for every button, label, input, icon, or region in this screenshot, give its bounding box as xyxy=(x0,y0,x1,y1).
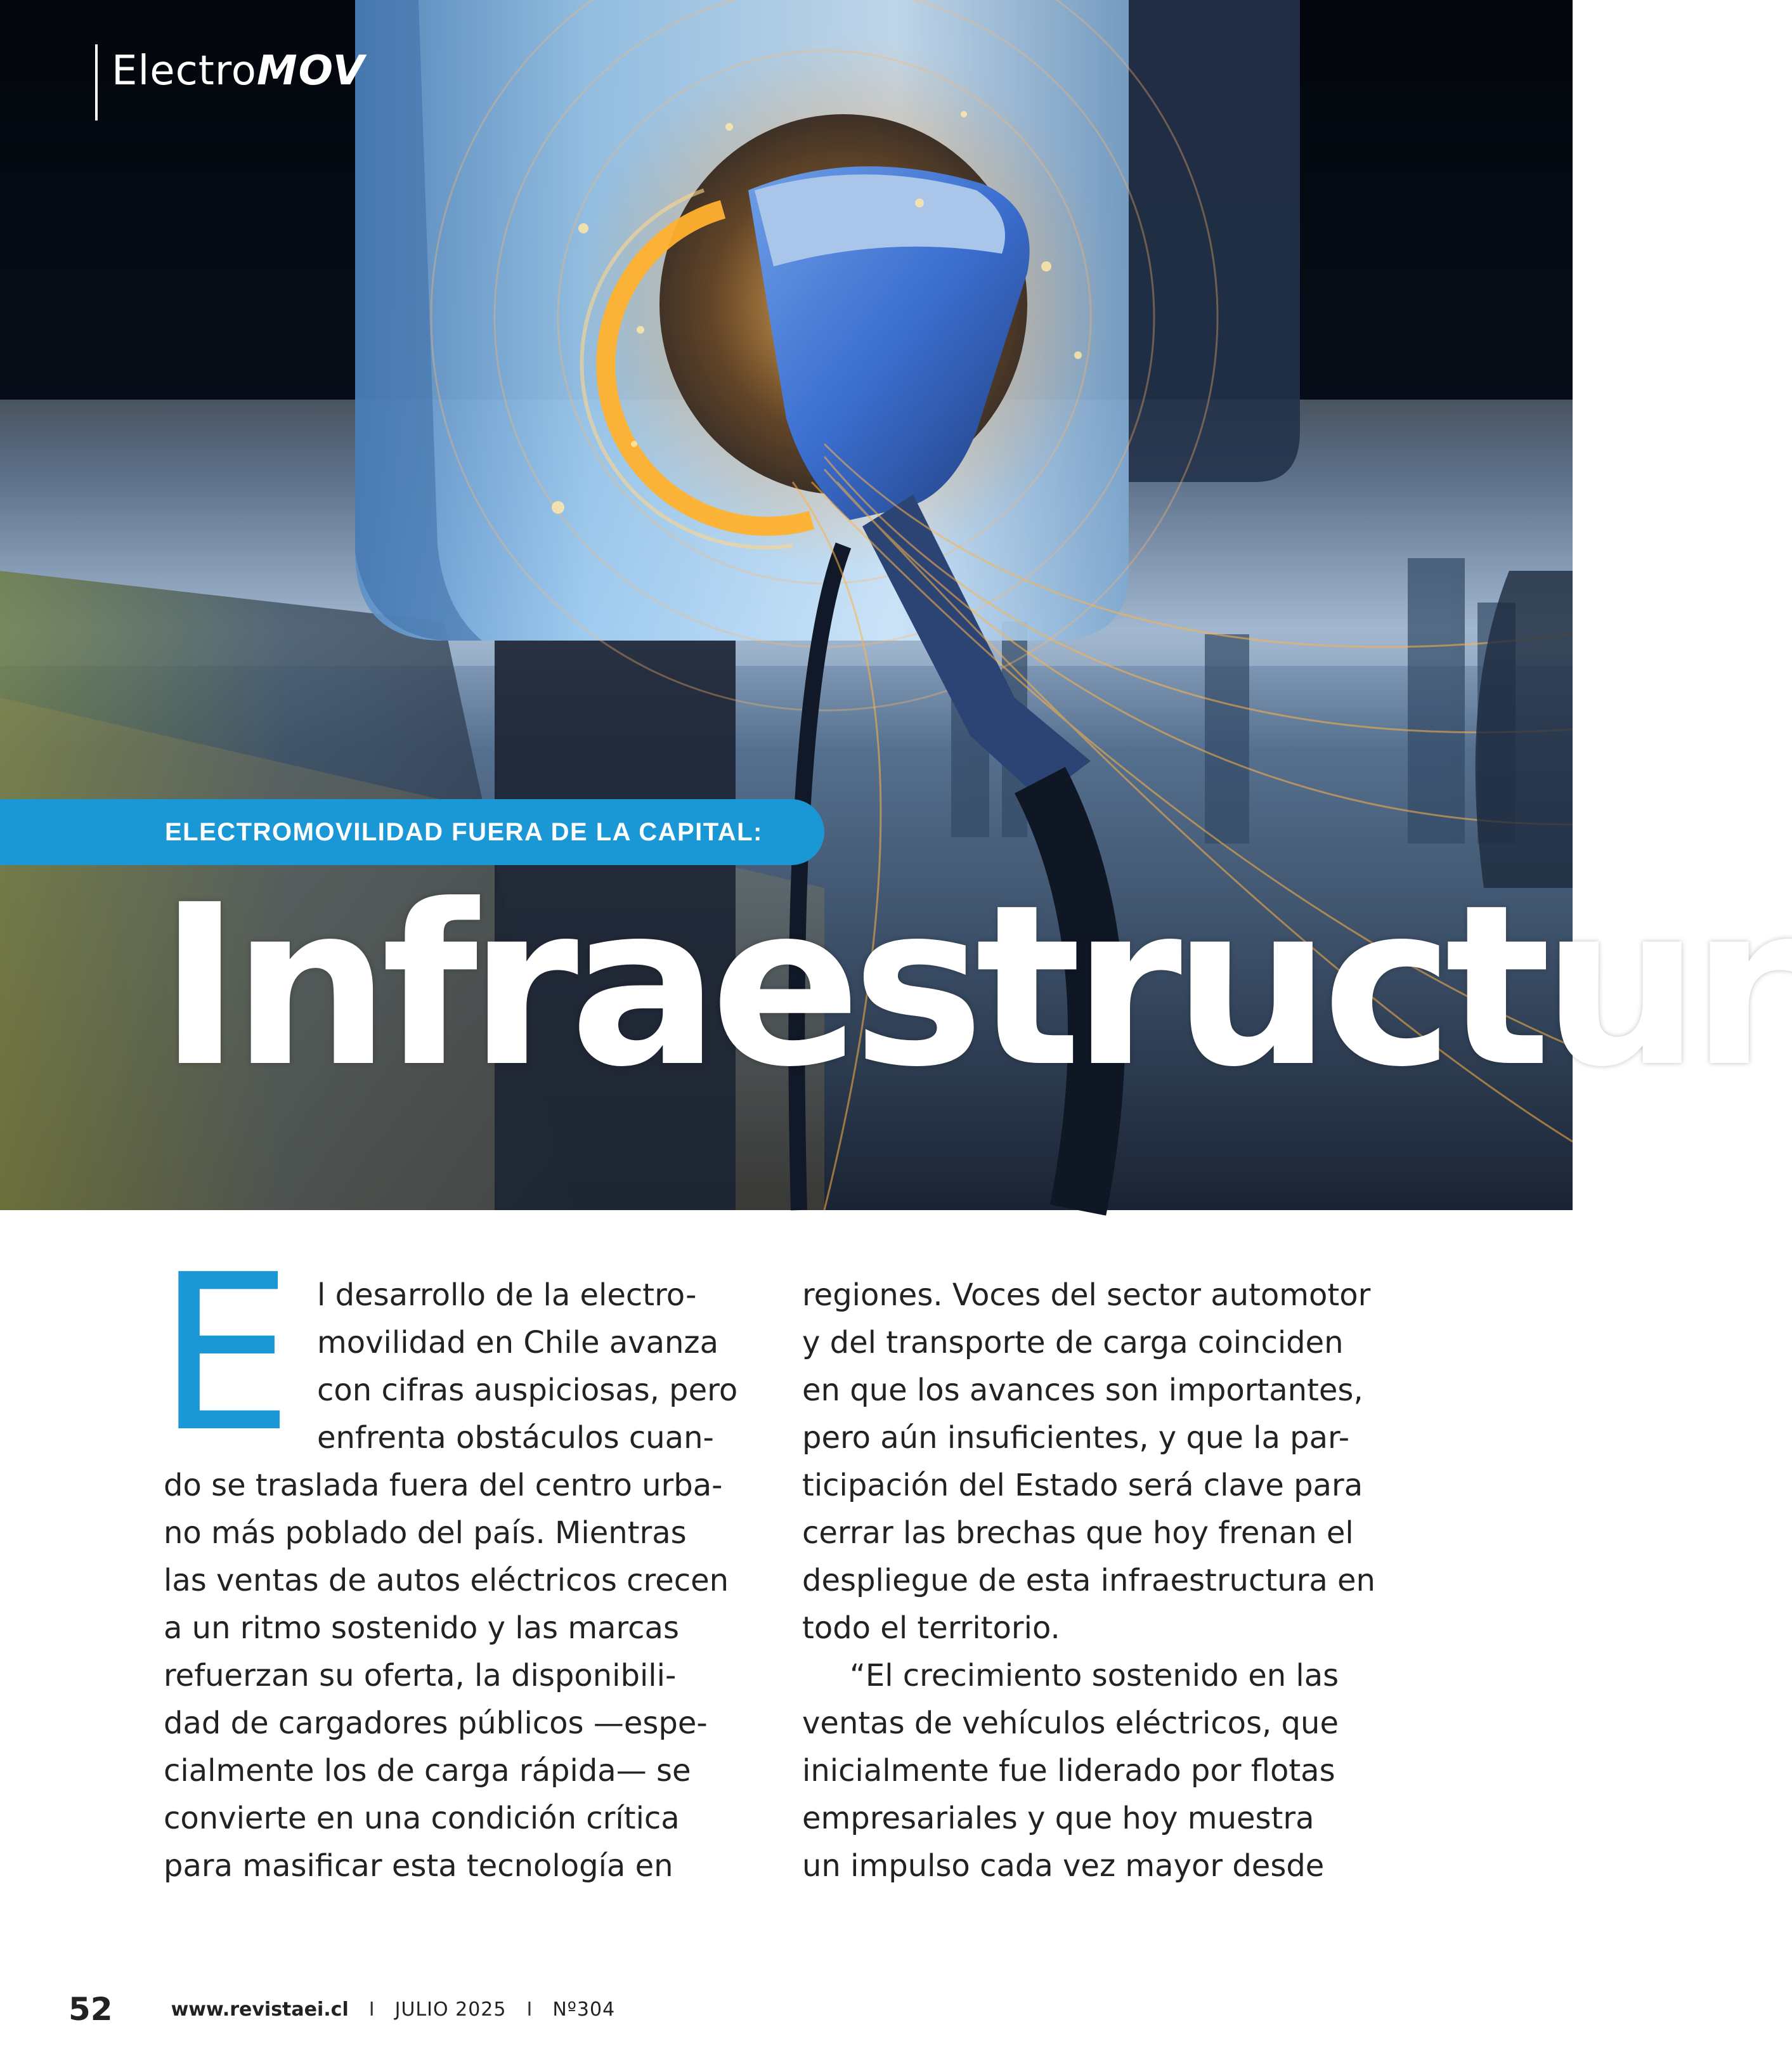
text-line: “El crecimiento sostenido en las xyxy=(850,1658,1339,1693)
text-line: dad de cargadores públicos —espe- xyxy=(164,1705,708,1741)
text-line: las ventas de autos eléctricos crecen xyxy=(164,1563,729,1598)
text-line: con cifras auspiciosas, pero xyxy=(317,1372,738,1408)
text-line: convierte en una condición crítica xyxy=(164,1801,680,1836)
website-link[interactable]: www.revistaei.cl xyxy=(171,1998,349,2021)
page-number: 52 xyxy=(68,1991,113,2028)
text-line: enfrenta obstáculos cuan- xyxy=(317,1420,714,1456)
text-line: cerrar las brechas que hoy frenan el xyxy=(802,1515,1354,1551)
issue-number: Nº304 xyxy=(552,1998,616,2021)
text-line: l desarrollo de la electro- xyxy=(317,1277,697,1313)
text-line: cialmente los de carga rápida— se xyxy=(164,1753,691,1789)
text-line: a un ritmo sostenido y las marcas xyxy=(164,1610,679,1646)
section-label-prefix: Electro xyxy=(112,48,257,95)
text-line: y del transporte de carga coinciden xyxy=(802,1325,1344,1360)
article-column-1 xyxy=(164,1272,737,1890)
text-line: en que los avances son importantes, xyxy=(802,1372,1363,1408)
section-label-suffix: MOV xyxy=(256,48,366,95)
text-line: un impulso cada vez mayor desde xyxy=(802,1848,1325,1884)
headline: Infraestructur xyxy=(159,857,1792,1116)
text-line: ventas de vehículos eléctricos, que xyxy=(802,1705,1339,1741)
text-line: ticipación del Estado será clave para xyxy=(802,1468,1363,1503)
footer-separator: I xyxy=(368,1998,375,2021)
article-column-2 xyxy=(802,1272,1408,1890)
section-label xyxy=(95,44,365,121)
page-footer xyxy=(68,1984,615,2035)
kicker-bar xyxy=(0,799,824,865)
text-line: empresariales y que hoy muestra xyxy=(802,1801,1315,1836)
text-line: regiones. Voces del sector automotor xyxy=(802,1277,1371,1313)
text-line: despliegue de esta infraestructura en xyxy=(802,1563,1375,1598)
footer-separator: I xyxy=(526,1998,533,2021)
text-line: todo el territorio. xyxy=(802,1610,1060,1646)
text-line: do se traslada fuera del centro urba- xyxy=(164,1468,723,1503)
text-line: inicialmente fue liderado por flotas xyxy=(802,1753,1335,1789)
text-line: pero aún insuficientes, y que la par- xyxy=(802,1420,1350,1456)
text-line: para masificar esta tecnología en xyxy=(164,1848,673,1884)
text-line: movilidad en Chile avanza xyxy=(317,1325,719,1360)
text-line: no más poblado del país. Mientras xyxy=(164,1515,687,1551)
drop-cap: E xyxy=(157,1229,294,1480)
issue-date: JULIO 2025 xyxy=(394,1998,507,2021)
text-line: refuerzan su oferta, la disponibili- xyxy=(164,1658,677,1693)
kicker-text: ELECTROMOVILIDAD FUERA DE LA CAPITAL: xyxy=(165,818,763,846)
